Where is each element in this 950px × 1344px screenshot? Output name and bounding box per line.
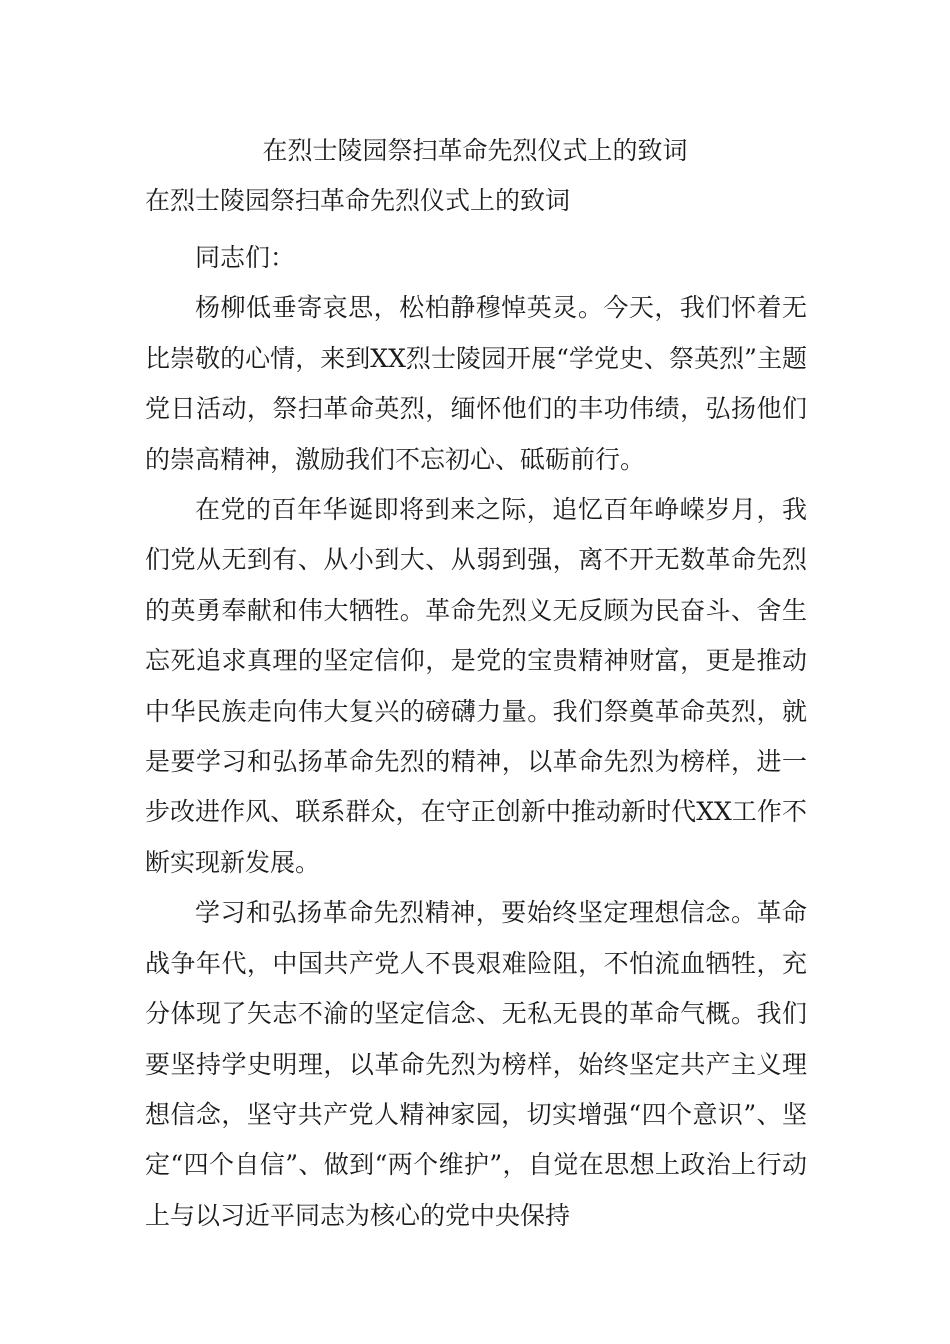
document-subtitle: 在烈士陵园祭扫革命先烈仪式上的致词 xyxy=(145,186,571,215)
document-body xyxy=(145,233,807,1241)
paragraph-1: 杨柳低垂寄哀思，松柏静穆悼英灵。今天，我们怀着无比崇敬的心情，来到XX烈士陵园开展“学党史、祭英烈”主题党日活动，祭扫革命英烈，缅怀他们的丰功伟绩，弘扬他们的崇高精神，激励我们不忘初心、砥砺前行。 xyxy=(145,293,807,474)
paragraph-3: 学习和弘扬革命先烈精神，要始终坚定理想信念。革命战争年代，中国共产党人不畏艰难险阻，不怕流血牺牲，充分体现了矢志不渝的坚定信念、无私无畏的革命气概。我们要坚持学史明理，以革命先烈为榜样，始终坚定共产主义理想信念，坚守共产党人精神家园，切实增强“四个意识”、坚定“四个自信”、做到“两个维护”，自觉在思想上政治上行动上与以习近平同志为核心的党中央保持 xyxy=(145,898,807,1230)
salutation: 同志们： xyxy=(195,243,296,272)
document-title: 在烈士陵园祭扫革命先烈仪式上的致词 xyxy=(262,136,688,165)
paragraph-2: 在党的百年华诞即将到来之际，追忆百年峥嵘岁月，我们党从无到有、从小到大、从弱到强，离不开无数革命先烈的英勇奉献和伟大牺牲。革命先烈义无反顾为民奋斗、舍生忘死追求真理的坚定信仰，是党的宝贵精神财富，更是推动中华民族走向伟大复兴的磅礴力量。我们祭奠革命英烈，就是要学习和弘扬革命先烈的精神，以革命先烈为榜样，进一步改进作风、联系群众，在守正创新中推动新时代XX工作不断实现新发展。 xyxy=(145,495,807,877)
